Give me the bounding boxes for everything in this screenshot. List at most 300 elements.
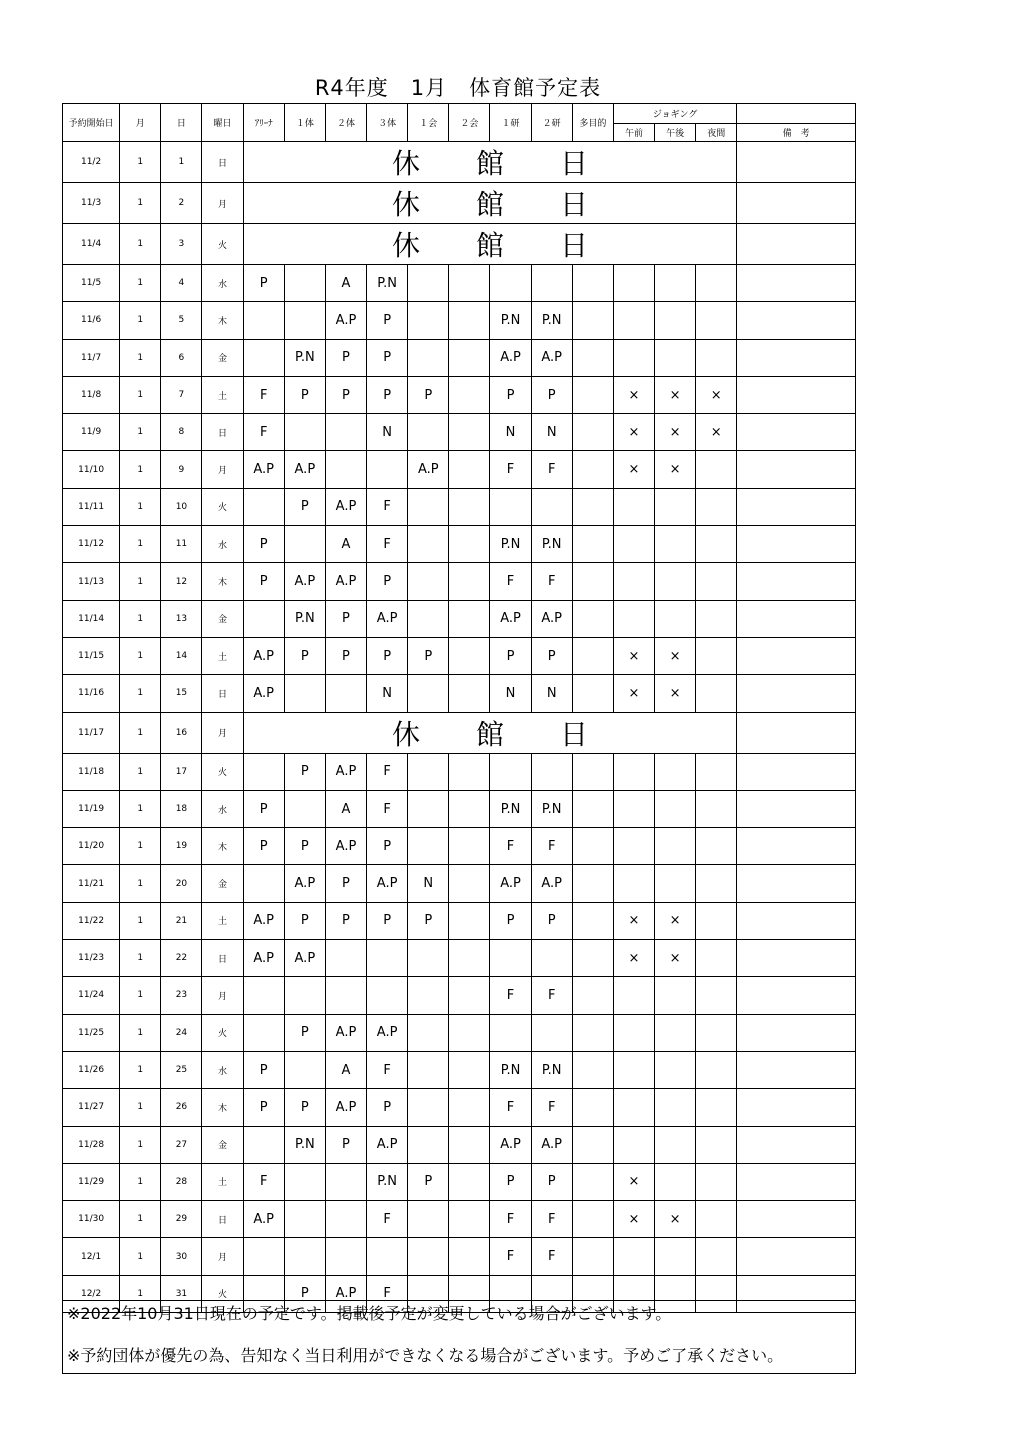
cell-arena: A.P [243,675,284,712]
cell-gym2 [325,1238,366,1275]
cell-start: 11/10 [63,451,120,488]
cell-weekday: 月 [202,712,243,753]
cell-lab1: P.N [490,1051,531,1088]
cell-gym1 [284,1051,325,1088]
cell-lab1: F [490,1238,531,1275]
cell-conf2 [449,753,490,790]
cell-multi [572,339,613,376]
cell-weekday: 金 [202,1126,243,1163]
cell-gym3: P [367,902,408,939]
cell-day: 15 [161,675,202,712]
table-row [63,977,856,1014]
cell-start: 11/17 [63,712,120,753]
cell-lab1: A.P [490,1126,531,1163]
cell-month: 1 [120,339,161,376]
header-jogging: ジョギング [613,104,736,124]
cell-gym2: P [325,902,366,939]
table-row [63,1238,856,1275]
cell-jog-pm: × [655,376,696,413]
cell-day: 19 [161,828,202,865]
cell-gym1: P.N [284,339,325,376]
cell-weekday: 日 [202,1201,243,1238]
cell-gym1: A.P [284,451,325,488]
cell-weekday: 土 [202,1163,243,1200]
cell-notes [737,563,856,600]
cell-start: 11/21 [63,865,120,902]
cell-conf1 [408,675,449,712]
cell-notes [737,1238,856,1275]
cell-gym1 [284,302,325,339]
cell-gym3: N [367,675,408,712]
cell-jog-night [696,1126,737,1163]
cell-month: 1 [120,940,161,977]
cell-jog-am [613,977,654,1014]
cell-lab1: A.P [490,600,531,637]
cell-jog-night [696,790,737,827]
cell-lab1: A.P [490,865,531,902]
cell-multi [572,488,613,525]
cell-month: 1 [120,1163,161,1200]
cell-gym2: P [325,339,366,376]
cell-jog-night [696,302,737,339]
cell-start: 11/4 [63,224,120,265]
cell-lab2: P [531,902,572,939]
cell-lab1 [490,1014,531,1051]
cell-gym1: A.P [284,940,325,977]
cell-conf2 [449,339,490,376]
cell-weekday: 土 [202,376,243,413]
cell-day: 3 [161,224,202,265]
header-gym1: １体 [284,104,325,142]
header-multi: 多目的 [572,104,613,142]
cell-arena: A.P [243,637,284,674]
cell-day: 10 [161,488,202,525]
cell-day: 11 [161,526,202,563]
cell-lab1 [490,265,531,302]
cell-gym2 [325,940,366,977]
cell-gym2: P [325,376,366,413]
cell-weekday: 月 [202,451,243,488]
cell-multi [572,451,613,488]
cell-multi [572,753,613,790]
cell-month: 1 [120,1201,161,1238]
cell-gym1: A.P [284,865,325,902]
cell-gym2: A.P [325,828,366,865]
cell-gym1 [284,1238,325,1275]
cell-weekday: 日 [202,940,243,977]
closed-label: 休館日 [243,183,737,224]
cell-day: 23 [161,977,202,1014]
cell-start: 11/16 [63,675,120,712]
header-gym2: ２体 [325,104,366,142]
cell-start: 11/15 [63,637,120,674]
cell-gym2: A.P [325,1089,366,1126]
cell-multi [572,414,613,451]
cell-conf2 [449,1238,490,1275]
cell-day: 27 [161,1126,202,1163]
cell-jog-am [613,339,654,376]
table-row [63,563,856,600]
cell-day: 14 [161,637,202,674]
cell-multi [572,1014,613,1051]
cell-jog-am: × [613,1163,654,1200]
cell-weekday: 水 [202,265,243,302]
schedule-body [63,142,856,1313]
cell-lab2: P [531,637,572,674]
cell-notes [737,376,856,413]
cell-lab2: P.N [531,1051,572,1088]
cell-conf1 [408,600,449,637]
cell-multi [572,675,613,712]
cell-notes [737,302,856,339]
cell-weekday: 水 [202,790,243,827]
table-row [63,1014,856,1051]
cell-lab1: F [490,977,531,1014]
cell-conf2 [449,1201,490,1238]
cell-conf2 [449,902,490,939]
cell-lab1: P [490,637,531,674]
cell-notes [737,600,856,637]
cell-gym3: F [367,1201,408,1238]
header-blank [737,104,856,124]
cell-lab1: F [490,563,531,600]
cell-month: 1 [120,1051,161,1088]
cell-notes [737,142,856,183]
table-row [63,637,856,674]
cell-lab2 [531,488,572,525]
table-row [63,142,856,183]
cell-arena: P [243,526,284,563]
cell-multi [572,265,613,302]
cell-gym1 [284,526,325,563]
cell-lab1: P [490,376,531,413]
cell-weekday: 木 [202,1089,243,1126]
cell-jog-night [696,865,737,902]
cell-gym2: A.P [325,1014,366,1051]
cell-lab1: P.N [490,302,531,339]
cell-notes [737,224,856,265]
cell-jog-am [613,865,654,902]
cell-gym3: F [367,488,408,525]
cell-weekday: 金 [202,865,243,902]
cell-gym1: P [284,637,325,674]
table-row [63,265,856,302]
cell-gym1: P [284,488,325,525]
table-row [63,940,856,977]
cell-lab2: A.P [531,865,572,902]
cell-conf1 [408,1126,449,1163]
cell-lab2: P [531,376,572,413]
cell-multi [572,563,613,600]
cell-jog-pm [655,600,696,637]
cell-start: 11/29 [63,1163,120,1200]
cell-notes [737,526,856,563]
cell-jog-pm [655,1238,696,1275]
cell-conf1: P [408,637,449,674]
cell-lab2: F [531,1238,572,1275]
table-row [63,1163,856,1200]
cell-month: 1 [120,451,161,488]
cell-jog-pm: × [655,637,696,674]
cell-gym2: A.P [325,1275,366,1312]
header-gym3: ３体 [367,104,408,142]
cell-gym3: N [367,414,408,451]
table-row [63,376,856,413]
cell-jog-am: × [613,675,654,712]
cell-arena [243,1238,284,1275]
cell-conf1 [408,1014,449,1051]
cell-lab2: F [531,1201,572,1238]
cell-notes [737,183,856,224]
cell-arena: P [243,790,284,827]
cell-lab1 [490,753,531,790]
cell-jog-pm [655,265,696,302]
cell-gym2 [325,414,366,451]
cell-gym1 [284,675,325,712]
cell-jog-am [613,828,654,865]
cell-arena [243,977,284,1014]
cell-conf2 [449,977,490,1014]
cell-notes [737,637,856,674]
cell-start: 11/19 [63,790,120,827]
cell-day: 9 [161,451,202,488]
cell-jog-am: × [613,451,654,488]
cell-jog-night [696,1201,737,1238]
cell-jog-night [696,488,737,525]
cell-gym2: A.P [325,488,366,525]
cell-lab2: F [531,1089,572,1126]
cell-jog-night [696,526,737,563]
cell-day: 21 [161,902,202,939]
header-lab2: ２研 [531,104,572,142]
cell-conf1 [408,1051,449,1088]
cell-month: 1 [120,302,161,339]
cell-day: 30 [161,1238,202,1275]
table-row [63,828,856,865]
cell-month: 1 [120,563,161,600]
cell-conf1 [408,563,449,600]
cell-lab2: A.P [531,1126,572,1163]
table-row [63,302,856,339]
cell-weekday: 日 [202,414,243,451]
cell-gym3 [367,451,408,488]
header-arena: ｱﾘｰﾅ [243,104,284,142]
cell-jog-pm [655,828,696,865]
cell-gym3: F [367,753,408,790]
cell-start: 12/1 [63,1238,120,1275]
cell-jog-night [696,753,737,790]
cell-lab1: P [490,1163,531,1200]
cell-jog-night [696,902,737,939]
cell-lab2: F [531,828,572,865]
cell-weekday: 木 [202,563,243,600]
cell-gym3: P [367,563,408,600]
cell-month: 1 [120,1126,161,1163]
cell-gym1: P [284,902,325,939]
cell-lab2: P.N [531,790,572,827]
cell-lab1: F [490,1201,531,1238]
cell-multi [572,790,613,827]
cell-gym1 [284,414,325,451]
cell-arena: F [243,1163,284,1200]
cell-jog-am [613,1238,654,1275]
cell-start: 11/25 [63,1014,120,1051]
cell-lab2: P.N [531,302,572,339]
cell-conf1 [408,414,449,451]
cell-gym2: P [325,865,366,902]
cell-jog-am [613,526,654,563]
cell-conf1: P [408,1163,449,1200]
cell-start: 11/20 [63,828,120,865]
cell-jog-pm [655,488,696,525]
closed-label: 休館日 [243,224,737,265]
cell-arena: P [243,563,284,600]
cell-gym1: P [284,1089,325,1126]
cell-day: 5 [161,302,202,339]
cell-weekday: 日 [202,675,243,712]
cell-lab1: P.N [490,526,531,563]
cell-arena [243,1014,284,1051]
cell-weekday: 火 [202,1014,243,1051]
cell-arena [243,600,284,637]
cell-conf2 [449,1089,490,1126]
cell-arena: A.P [243,1201,284,1238]
cell-conf1: N [408,865,449,902]
cell-notes [737,712,856,753]
cell-conf2 [449,302,490,339]
cell-gym1 [284,265,325,302]
cell-lab2: A.P [531,600,572,637]
cell-jog-am [613,1014,654,1051]
cell-jog-pm [655,1089,696,1126]
cell-gym3: P.N [367,265,408,302]
cell-notes [737,1126,856,1163]
cell-conf2 [449,675,490,712]
cell-month: 1 [120,183,161,224]
cell-lab2: F [531,563,572,600]
cell-gym2 [325,1201,366,1238]
cell-notes [737,339,856,376]
cell-conf1 [408,488,449,525]
cell-gym1: P [284,828,325,865]
cell-day: 26 [161,1089,202,1126]
cell-day: 7 [161,376,202,413]
cell-arena [243,488,284,525]
footer-note-1: ※2022年10月31日現在の予定です。掲載後予定が変更している場合がございます。 [67,1304,672,1323]
cell-multi [572,977,613,1014]
cell-gym3: P [367,339,408,376]
table-row [63,600,856,637]
cell-gym1: A.P [284,563,325,600]
cell-gym3 [367,977,408,1014]
cell-jog-pm: × [655,940,696,977]
cell-day: 13 [161,600,202,637]
cell-jog-night [696,1051,737,1088]
cell-jog-night [696,600,737,637]
cell-start: 11/11 [63,488,120,525]
table-row [63,865,856,902]
cell-lab2: F [531,451,572,488]
cell-arena: A.P [243,451,284,488]
cell-month: 1 [120,265,161,302]
cell-jog-night [696,1089,737,1126]
cell-weekday: 水 [202,526,243,563]
cell-conf2 [449,600,490,637]
cell-conf2 [449,414,490,451]
cell-jog-night: × [696,376,737,413]
cell-lab2: N [531,675,572,712]
cell-month: 1 [120,637,161,674]
cell-notes [737,1014,856,1051]
cell-conf2 [449,488,490,525]
cell-gym1: P [284,1275,325,1312]
cell-month: 1 [120,753,161,790]
cell-notes [737,977,856,1014]
cell-notes [737,675,856,712]
cell-jog-am [613,790,654,827]
cell-jog-am: × [613,902,654,939]
cell-arena [243,865,284,902]
cell-gym3 [367,1238,408,1275]
cell-conf2 [449,790,490,827]
header-notes: 備 考 [737,124,856,142]
cell-month: 1 [120,526,161,563]
cell-jog-pm: × [655,451,696,488]
cell-weekday: 土 [202,637,243,674]
cell-day: 12 [161,563,202,600]
cell-day: 25 [161,1051,202,1088]
cell-multi [572,902,613,939]
cell-conf2 [449,637,490,674]
cell-jog-night [696,637,737,674]
cell-gym1 [284,977,325,1014]
cell-gym1: P.N [284,1126,325,1163]
cell-conf2 [449,1126,490,1163]
cell-gym3: F [367,1051,408,1088]
cell-gym3: P [367,302,408,339]
cell-weekday: 金 [202,339,243,376]
cell-weekday: 月 [202,977,243,1014]
cell-arena: A.P [243,902,284,939]
cell-lab1: P.N [490,790,531,827]
cell-conf1 [408,1238,449,1275]
cell-conf2 [449,1051,490,1088]
cell-notes [737,902,856,939]
cell-gym2 [325,451,366,488]
cell-conf1 [408,1089,449,1126]
cell-day: 17 [161,753,202,790]
cell-arena: F [243,376,284,413]
cell-lab1: F [490,1089,531,1126]
cell-conf2 [449,451,490,488]
cell-jog-am: × [613,940,654,977]
cell-lab2 [531,265,572,302]
cell-conf1 [408,790,449,827]
cell-day: 28 [161,1163,202,1200]
cell-notes [737,1163,856,1200]
cell-arena [243,753,284,790]
cell-lab2: P.N [531,526,572,563]
cell-gym2 [325,675,366,712]
cell-month: 1 [120,865,161,902]
cell-conf1 [408,828,449,865]
closed-label: 休館日 [243,712,737,753]
cell-start: 12/2 [63,1275,120,1312]
cell-weekday: 火 [202,224,243,265]
cell-day: 16 [161,712,202,753]
table-row [63,224,856,265]
cell-arena: A.P [243,940,284,977]
